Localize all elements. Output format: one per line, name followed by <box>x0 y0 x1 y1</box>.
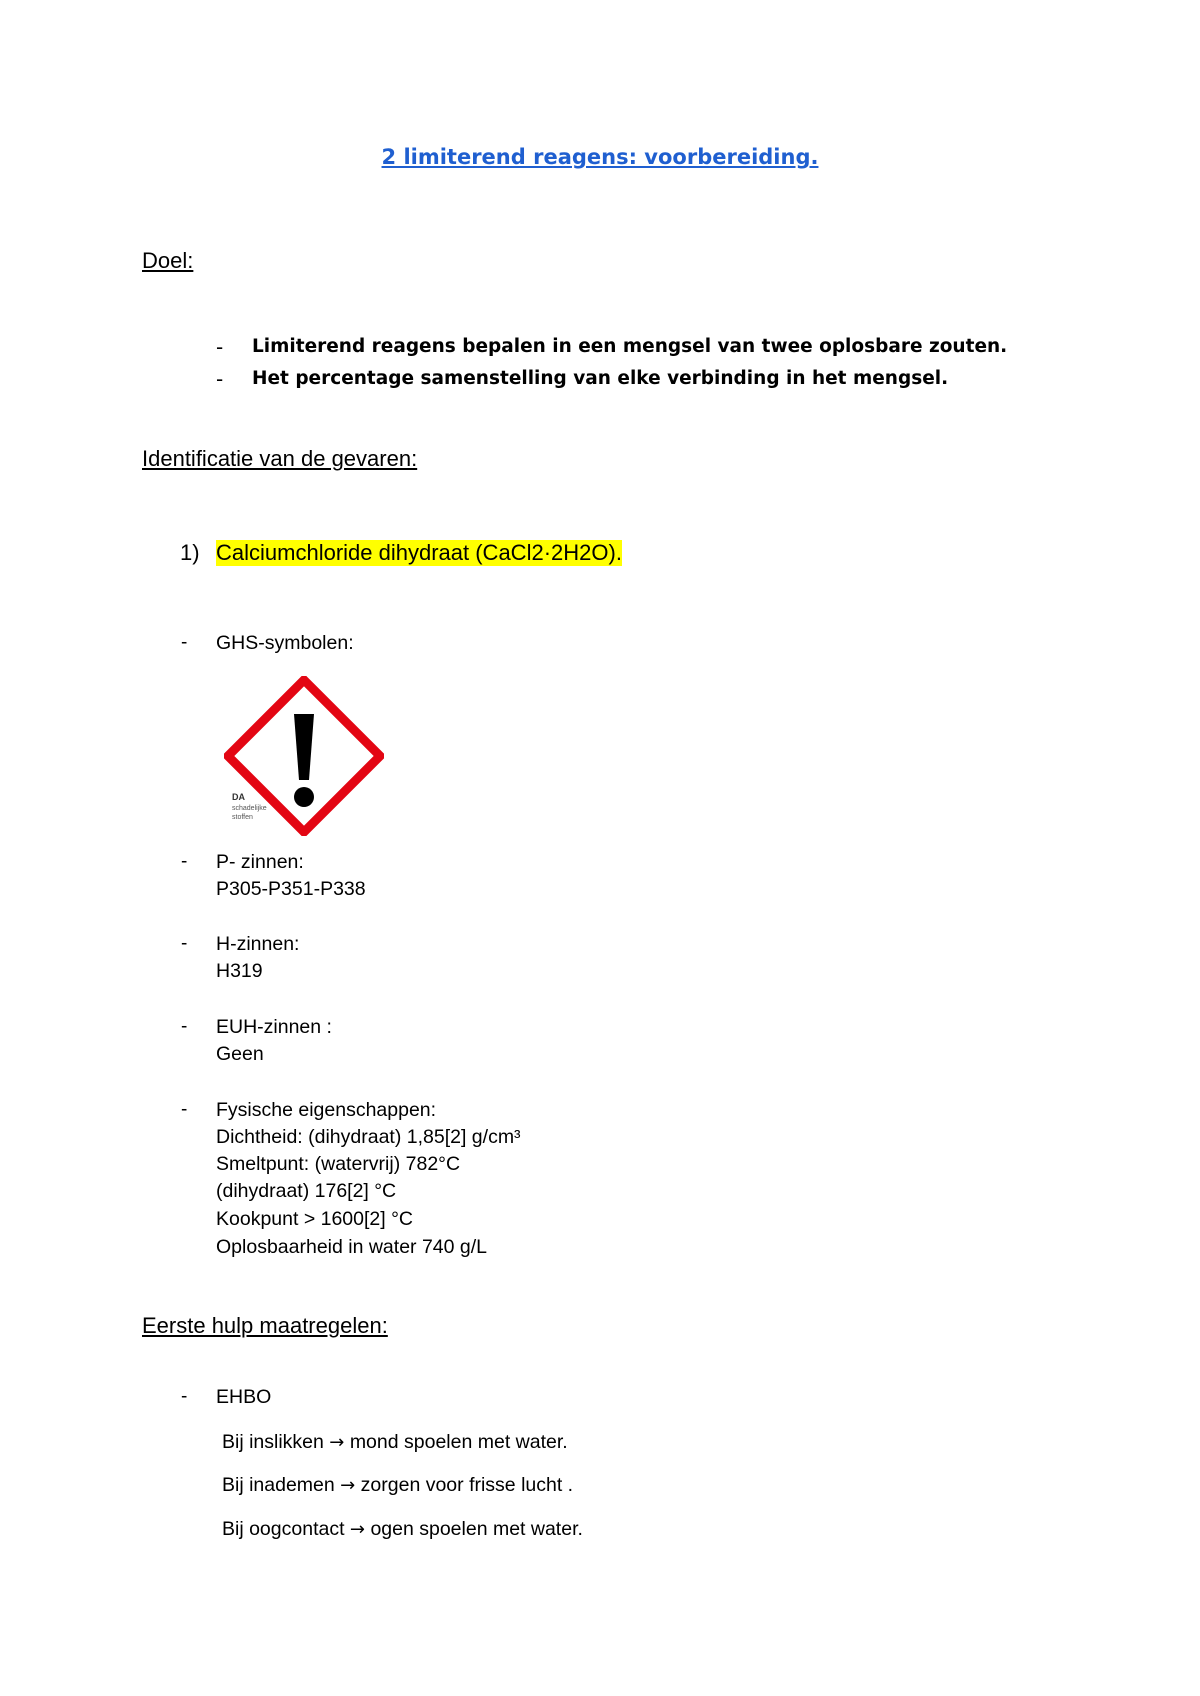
goal-item-1: Limiterend reagens bepalen in een mengsel van twee oplosbare zouten. <box>252 336 1008 357</box>
ehbo-item <box>222 1431 568 1454</box>
goal-item-2: Het percentage samenstelling van elke verbinding in het mengsel. <box>252 368 949 389</box>
arrow-right-icon: → <box>349 1519 366 1540</box>
fysische-line: Dichtheid: (dihydraat) 1,85[2] g/cm³ <box>216 1126 521 1148</box>
goal-bullet-dash: - <box>216 367 224 391</box>
p-zinnen-value: P305-P351-P338 <box>216 878 366 900</box>
ehbo-label: EHBO <box>216 1386 272 1408</box>
ghs-label: GHS-symbolen: <box>216 632 354 654</box>
ehbo-action: ogen spoelen met water. <box>370 1518 583 1540</box>
arrow-right-icon: → <box>340 1475 356 1496</box>
pictogram-caption-2: schadelijke <box>232 805 267 812</box>
pictogram-caption-1: DA <box>232 792 245 802</box>
ehbo-item <box>222 1518 583 1541</box>
substance-number: 1) <box>180 540 200 565</box>
euh-zinnen-label: EUH-zinnen : <box>216 1016 332 1038</box>
euh-zinnen-value: Geen <box>216 1043 264 1065</box>
ehbo-action: mond spoelen met water. <box>349 1431 568 1453</box>
list-dash: - <box>181 851 188 872</box>
h-zinnen-value: H319 <box>216 960 263 982</box>
ehbo-action: zorgen voor frisse lucht . <box>360 1474 574 1496</box>
eerste-hulp-heading: Eerste hulp maatregelen: <box>142 1313 388 1338</box>
list-dash: - <box>181 1099 188 1120</box>
ehbo-situation: Bij inslikken <box>222 1431 324 1453</box>
substance-name: Calciumchloride dihydraat (CaCl2·2H2O). <box>216 540 622 565</box>
gevaren-heading: Identificatie van de gevaren: <box>142 446 418 471</box>
fysische-line: (dihydraat) 176[2] °C <box>216 1180 397 1202</box>
list-dash: - <box>181 1016 188 1037</box>
document-title: 2 limiterend reagens: voorbereiding. <box>381 145 819 169</box>
list-dash: - <box>181 632 188 653</box>
arrow-right-icon: → <box>329 1432 345 1453</box>
h-zinnen-label: H-zinnen: <box>216 933 300 955</box>
pictogram-caption-3: stoffen <box>232 814 253 821</box>
doel-heading: Doel: <box>142 248 194 273</box>
list-dash: - <box>181 1386 188 1407</box>
goal-bullet-dash: - <box>216 335 224 359</box>
fysische-label: Fysische eigenschappen: <box>216 1099 437 1121</box>
exclamation-mark-diamond-icon <box>224 676 384 836</box>
p-zinnen-label: P- zinnen: <box>216 851 304 873</box>
list-dash: - <box>181 933 188 954</box>
fysische-line: Smeltpunt: (watervrij) 782°C <box>216 1153 461 1175</box>
ehbo-situation: Bij inademen <box>222 1474 335 1496</box>
fysische-line: Kookpunt > 1600[2] °C <box>216 1208 413 1230</box>
ehbo-item <box>222 1474 573 1497</box>
fysische-line: Oplosbaarheid in water 740 g/L <box>216 1236 488 1258</box>
ehbo-situation: Bij oogcontact <box>222 1518 345 1540</box>
